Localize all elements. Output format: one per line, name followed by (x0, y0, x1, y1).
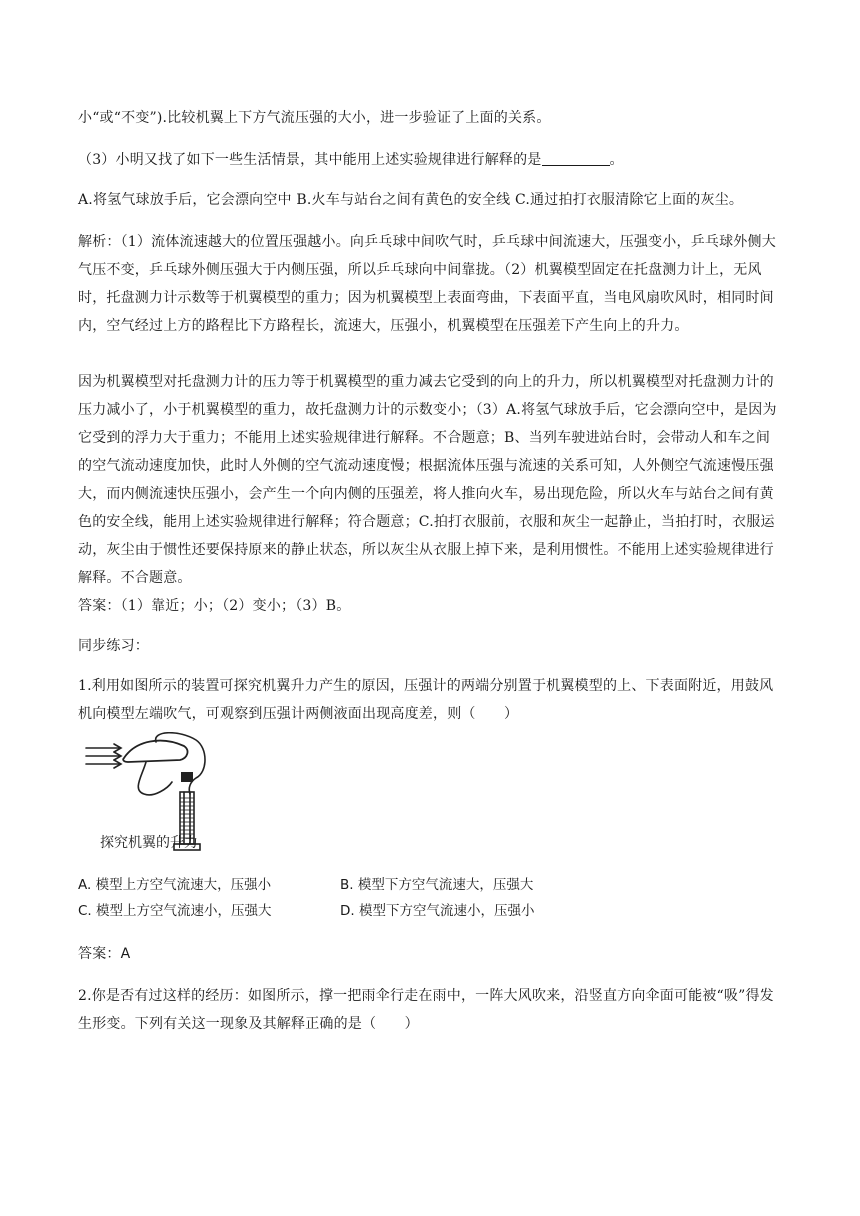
question-3-end: 。 (609, 152, 624, 168)
option-a: A. 模型上方空气流速大，压强小 (78, 877, 272, 893)
question-2: 2.你是否有过这样的经历：如图所示，撑一把雨伞行走在雨中，一阵大风吹来，沿竖直方向伞面可能被“吸”得发生形变。下列有关这一现象及其解释正确的是（ ） (78, 988, 774, 1032)
question-3 (78, 146, 784, 174)
option-d: D. 模型下方空气流速小，压强小 (340, 903, 535, 919)
sync-practice-heading: 同步练习： (78, 638, 149, 654)
answer-blank (542, 149, 610, 166)
analysis-paragraph-1: 解析：（1）流体流速越大的位置压强越小。向乒乓球中间吹气时，乒乓球中间流速大，压强变小，乒乓球外侧大气压不变，乒乓球外侧压强大于内侧压强，所以乒乓球向中间靠拢。（2）机翼模型固定在托盘测力计上，无风时，托盘测力计示数等于机翼模型的重力；因为机翼模型上表面弯曲，下表面平直，当电风扇吹风时，相同时间内，空气经过上方的路程比下方路程长，流速大，压强小，机翼模型在压强差下产生向上的升力。 (78, 234, 776, 334)
question-3-choices: A.将氢气球放手后，它会漂向空中 B.火车与站台之间有黄色的安全线 C.通过拍打衣服清除它上面的灰尘。 (78, 192, 744, 208)
answer-line: 答案：（1）靠近；小；（2）变小；（3）B。 (78, 598, 351, 614)
question-1: 1.利用如图所示的装置可探究机翼升力产生的原因，压强计的两端分别置于机翼模型的上、下表面附近，用鼓风机向模型左端吹气，可观察到压强计两侧液面出现高度差，则（ ） (78, 678, 774, 722)
analysis-paragraph-2: 因为机翼模型对托盘测力计的压力等于机翼模型的重力减去它受到的向上的升力，所以机翼模型对托盘测力计的压力减小了，小于机翼模型的重力，故托盘测力计的示数变小；（3）A.将氢气球放手后，它会漂向空中，是因为它受到的浮力大于重力；不能用上述实验规律进行解释。不合题意；B、当列车驶进站台时，会带动人和车之间的空气流动速度加快，此时人外侧的空气流动速度慢；根据流体压强与流速的关系可知，人外侧空气流速慢压强大，而内侧流速快压强小，会产生一个向内侧的压强差，将人推向火车，易出现危险，所以火车与站台之间有黄色的安全线，能用上述实验规律进行解释；符合题意；C.拍打衣服前，衣服和灰尘一起静止，当拍打时，衣服运动，灰尘由于惯性还要保持原来的静止状态，所以灰尘从衣服上掉下来，是利用惯性。不能用上述实验规律进行解释。不合题意。 (78, 374, 777, 586)
paragraph-continuation: 小“或“不变”).比较机翼上下方气流压强的大小，进一步验证了上面的关系。 (78, 110, 551, 126)
option-c: C. 模型上方空气流速小，压强大 (78, 903, 272, 919)
figure-caption: 探究机翼的升力 (100, 835, 198, 851)
option-b: B. 模型下方空气流速大，压强大 (340, 877, 534, 893)
question-3-text: （3）小明又找了如下一些生活情景，其中能用上述实验规律进行解释的是 (78, 152, 542, 168)
answer-1: 答案：A (78, 946, 131, 962)
